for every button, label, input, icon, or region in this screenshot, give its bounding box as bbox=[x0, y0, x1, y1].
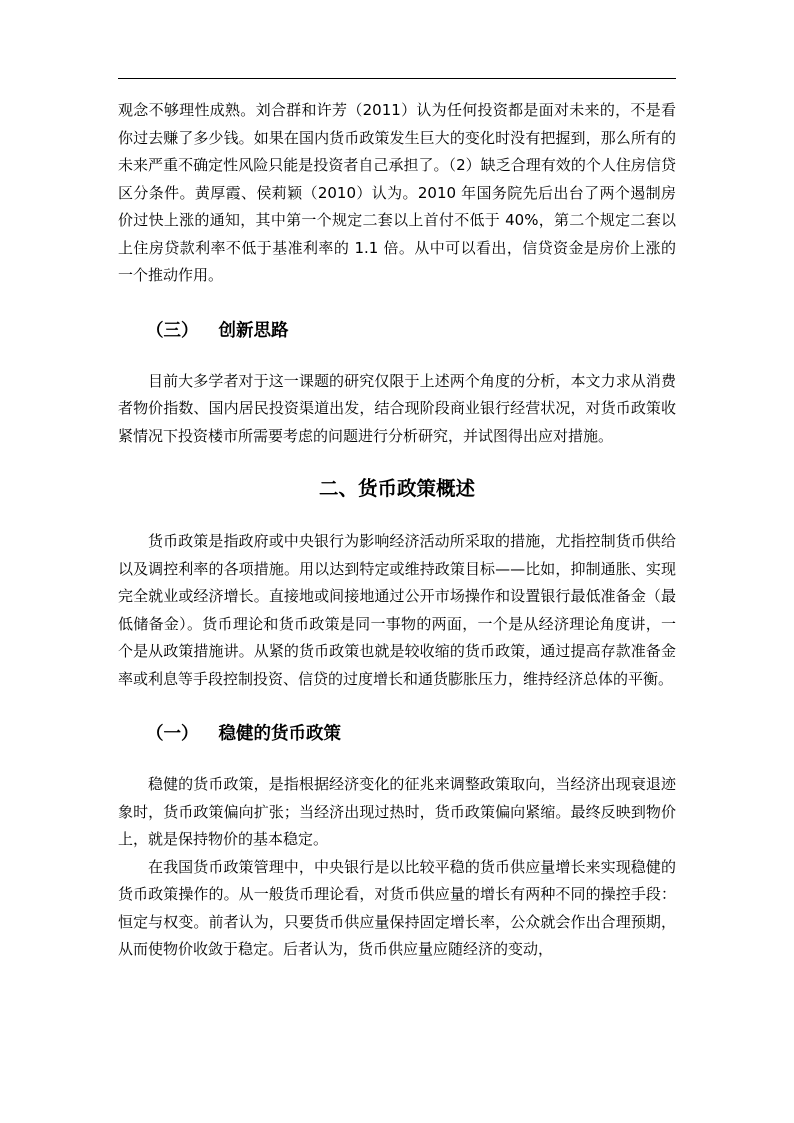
body-paragraph: 在我国货币政策管理中，中央银行是以比较平稳的货币供应量增长来实现稳健的货币政策操作的。从一般货币理论看，对货币供应量的增长有两种不同的操控手段：恒定与权变。前者认为，只要货币供应量保持固定增长率，公众就会作出合理预期，从而使物价收敛于稳定。后者认为，货币供应量应随经济的变动， bbox=[118, 857, 676, 958]
body-paragraph: 目前大多学者对于这一课题的研究仅限于上述两个角度的分析，本文力求从消费者物价指数、国内居民投资渠道出发，结合现阶段商业银行经营状况，对货币政策收紧情况下投资楼市所需要考虑的问题进行分析研究，并试图得出应对措施。 bbox=[118, 371, 676, 445]
section-heading-monetary-policy: 二、货币政策概述 bbox=[318, 477, 475, 500]
header-rule bbox=[118, 78, 676, 79]
heading-text: 创新思路 bbox=[218, 320, 289, 341]
heading-number: （一） bbox=[146, 724, 199, 744]
subsection-heading-stable-policy bbox=[118, 719, 676, 749]
body-paragraph: 货币政策是指政府或中央银行为影响经济活动所采取的措施，尤指控制货币供给以及调控利率的各项措施。用以达到特定或维持政策目标——比如，抑制通胀、实现完全就业或经济增长。直接地或间接地通过公开市场操作和设置银行最低准备金（最低储备金）。货币理论和货币政策是同一事物的两面，一个是从经济理论角度讲，一个是从政策措施讲。从紧的货币政策也就是较收缩的货币政策，通过提高存款准备金率或利息等手段控制投资、信贷的过度增长和通货膨胀压力，维持经济总体的平衡。 bbox=[118, 532, 676, 688]
body-paragraph: 稳健的货币政策，是指根据经济变化的征兆来调整政策取向，当经济出现衰退迹象时，货币政策偏向扩张；当经济出现过热时，货币政策偏向紧缩。最终反映到物价上，就是保持物价的基本稳定。 bbox=[118, 775, 676, 848]
page-body bbox=[118, 97, 676, 964]
heading-text: 稳健的货币政策 bbox=[218, 724, 341, 744]
heading-number: （三） bbox=[146, 320, 199, 341]
subsection-heading-innovation bbox=[118, 316, 676, 346]
body-paragraph: 观念不够理性成熟。刘合群和许芳（2011）认为任何投资都是面对未来的，不是看你过去赚了多少钱。如果在国内货币政策发生巨大的变化时没有把握到，那么所有的未来严重不确定性风险只能是投资者自己承担了。（2）缺乏合理有效的个人住房信贷区分条件。黄厚霞、侯莉颖（2010）认为。2010 年国务院先后出台了两个遏制房价过快上涨的通知，其中第一个规定二套以上首付不低于 40%，第二个规定二套以上住房贷款利率不低于基准利率的 1.1 倍。从中可以看出，信贷资金是房价上涨的一个推动作用。 bbox=[118, 101, 676, 284]
